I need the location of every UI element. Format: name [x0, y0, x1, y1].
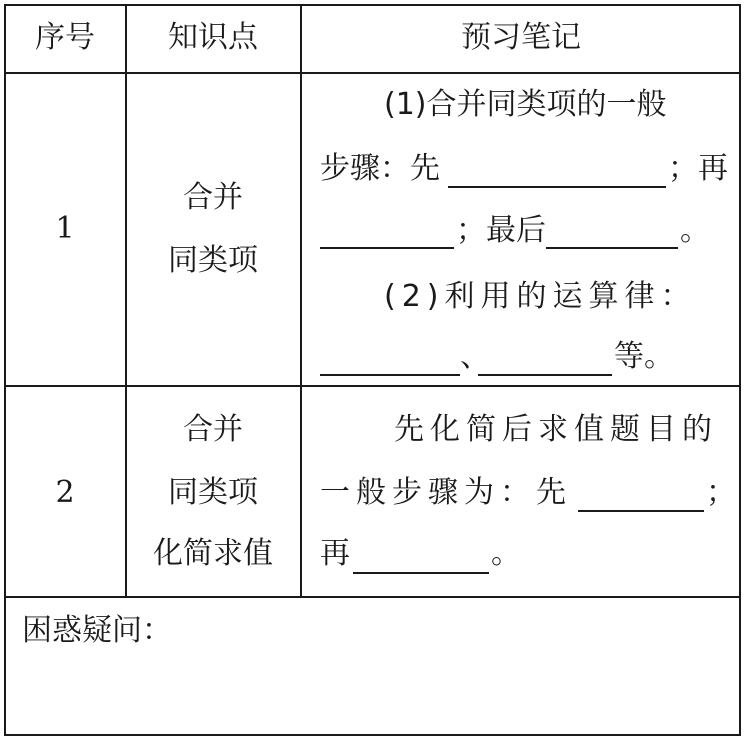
row-2-note-line-1: 先化简后求值题目的: [394, 412, 718, 447]
table-border-top: [4, 4, 741, 6]
row-2-index: 2: [55, 475, 75, 510]
fill-in-blank: [353, 572, 489, 574]
header-knowledge: 知识点: [168, 20, 258, 55]
fill-in-blank: [448, 186, 666, 188]
row-2-topic-line-1: 合并: [183, 412, 243, 447]
table-border-right: [739, 4, 741, 736]
fill-in-blank: [320, 374, 460, 376]
header-divider: [4, 72, 741, 74]
header-notes: 预习笔记: [461, 20, 581, 55]
row-divider: [4, 385, 741, 387]
row-2-note-line-3-end: 。: [491, 536, 521, 571]
row-1-note-line-2-start: 步骤：先: [320, 151, 440, 186]
row-1-index: 1: [55, 211, 75, 246]
fill-in-blank: [578, 510, 704, 512]
row-2-note-line-2-start: 一般步骤为：先: [320, 475, 572, 510]
row-1-note-line-3-end: 。: [680, 213, 710, 248]
row-1-note-line-1: (1)合并同类项的一般: [384, 87, 667, 122]
fill-in-blank: [478, 374, 612, 376]
row-1-topic-line-2: 同类项: [168, 243, 258, 278]
row-1-note-line-3-middle: ；最后: [456, 213, 546, 248]
row-2-note-line-2-end: ；: [706, 475, 736, 510]
column-divider-1: [125, 4, 127, 598]
column-divider-2: [300, 4, 302, 598]
row-2-note-line-3-start: 再: [320, 536, 350, 571]
row-1-note-line-5-middle: 、: [460, 339, 490, 374]
row-1-topic-line-1: 合并: [183, 180, 243, 215]
table-border-bottom: [4, 734, 741, 736]
questions-label: 困惑疑问：: [22, 613, 172, 648]
row-2-topic-line-3: 化简求值: [153, 536, 273, 571]
table-border-left: [4, 4, 6, 736]
questions-area[interactable]: [8, 600, 737, 732]
row-1-note-line-2-end: ；再: [668, 151, 728, 186]
fill-in-blank: [546, 247, 678, 249]
row-1-note-line-5-end: 等。: [614, 339, 674, 374]
header-index: 序号: [35, 20, 95, 55]
row-1-note-line-4: (2)利用的运算律：: [384, 279, 697, 314]
fill-in-blank: [320, 247, 454, 249]
row-2-topic-line-2: 同类项: [168, 475, 258, 510]
footer-divider: [4, 596, 741, 598]
